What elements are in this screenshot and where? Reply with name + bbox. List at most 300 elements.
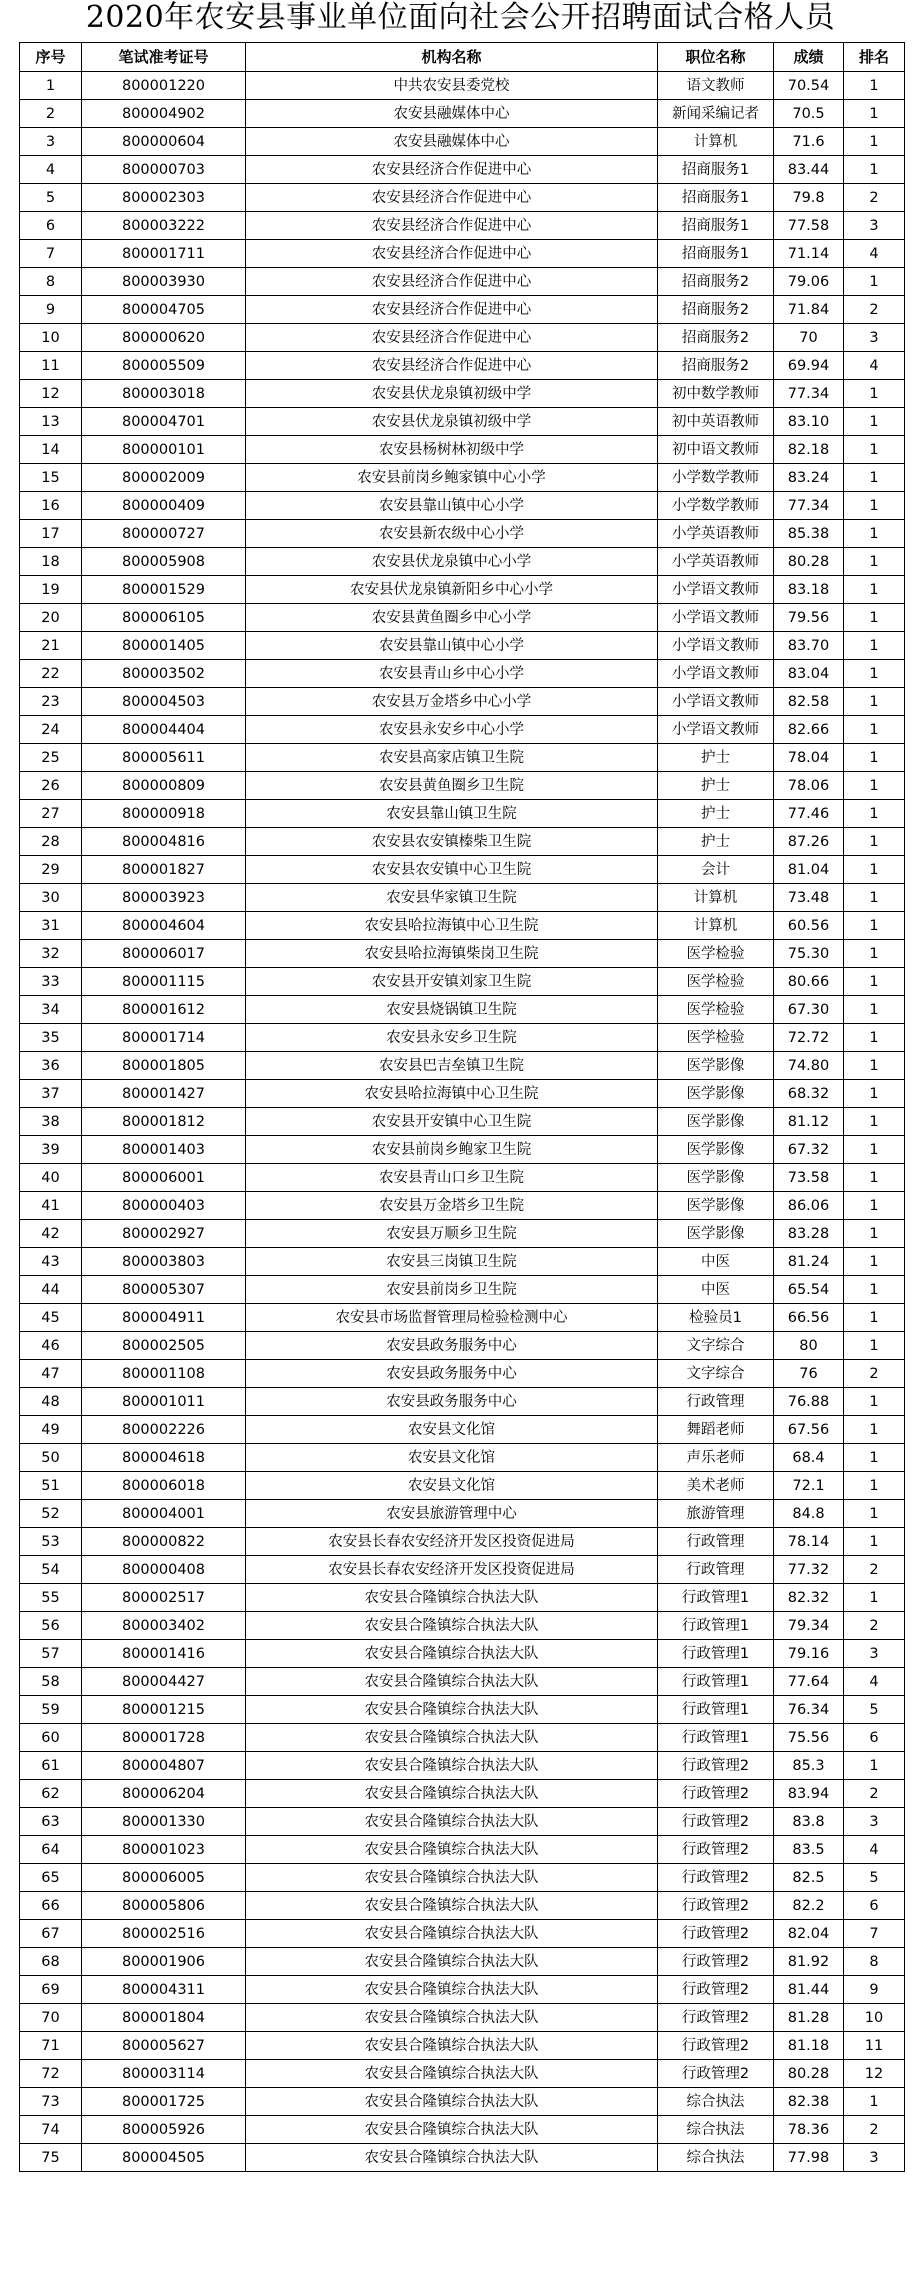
header-rank: 排名 xyxy=(844,43,905,72)
table-row xyxy=(20,2032,905,2060)
rank-cell: 5 xyxy=(844,1696,905,1724)
seq-cell: 16 xyxy=(20,492,82,520)
table-row xyxy=(20,856,905,884)
table-row xyxy=(20,688,905,716)
score-cell: 83.04 xyxy=(774,660,844,688)
score-cell: 83.5 xyxy=(774,1836,844,1864)
org-name-cell: 农安县政务服务中心 xyxy=(246,1332,658,1360)
exam-id-cell: 800004427 xyxy=(82,1668,246,1696)
table-row xyxy=(20,632,905,660)
exam-id-cell: 800001612 xyxy=(82,996,246,1024)
score-cell: 83.70 xyxy=(774,632,844,660)
seq-cell: 31 xyxy=(20,912,82,940)
score-cell: 86.06 xyxy=(774,1192,844,1220)
exam-id-cell: 800005908 xyxy=(82,548,246,576)
rank-cell: 1 xyxy=(844,72,905,100)
position-cell: 会计 xyxy=(658,856,774,884)
exam-id-cell: 800003502 xyxy=(82,660,246,688)
exam-id-cell: 800001714 xyxy=(82,1024,246,1052)
position-cell: 招商服务2 xyxy=(658,352,774,380)
seq-cell: 17 xyxy=(20,520,82,548)
rank-cell: 3 xyxy=(844,2144,905,2172)
table-row xyxy=(20,1080,905,1108)
exam-id-cell: 800001827 xyxy=(82,856,246,884)
org-name-cell: 农安县哈拉海镇柴岗卫生院 xyxy=(246,940,658,968)
seq-cell: 44 xyxy=(20,1276,82,1304)
table-row xyxy=(20,1220,905,1248)
table-row xyxy=(20,1500,905,1528)
seq-cell: 71 xyxy=(20,2032,82,2060)
seq-cell: 75 xyxy=(20,2144,82,2172)
table-row xyxy=(20,380,905,408)
org-name-cell: 农安县万顺乡卫生院 xyxy=(246,1220,658,1248)
table-row xyxy=(20,352,905,380)
org-name-cell: 农安县农安镇中心卫生院 xyxy=(246,856,658,884)
org-name-cell: 农安县伏龙泉镇初级中学 xyxy=(246,408,658,436)
org-name-cell: 农安县万金塔乡卫生院 xyxy=(246,1192,658,1220)
score-cell: 85.38 xyxy=(774,520,844,548)
seq-cell: 72 xyxy=(20,2060,82,2088)
rank-cell: 1 xyxy=(844,940,905,968)
table-row xyxy=(20,1640,905,1668)
table-row xyxy=(20,2060,905,2088)
score-cell: 82.2 xyxy=(774,1892,844,1920)
position-cell: 语文教师 xyxy=(658,72,774,100)
seq-cell: 58 xyxy=(20,1668,82,1696)
org-name-cell: 农安县前岗乡鲍家镇中心小学 xyxy=(246,464,658,492)
seq-cell: 70 xyxy=(20,2004,82,2032)
rank-cell: 2 xyxy=(844,296,905,324)
exam-id-cell: 800004618 xyxy=(82,1444,246,1472)
seq-cell: 35 xyxy=(20,1024,82,1052)
score-cell: 82.5 xyxy=(774,1864,844,1892)
exam-id-cell: 800004311 xyxy=(82,1976,246,2004)
position-cell: 综合执法 xyxy=(658,2088,774,2116)
score-cell: 60.56 xyxy=(774,912,844,940)
table-row xyxy=(20,492,905,520)
table-row xyxy=(20,408,905,436)
org-name-cell: 农安县经济合作促进中心 xyxy=(246,156,658,184)
seq-cell: 38 xyxy=(20,1108,82,1136)
seq-cell: 32 xyxy=(20,940,82,968)
org-name-cell: 农安县文化馆 xyxy=(246,1444,658,1472)
score-cell: 77.34 xyxy=(774,492,844,520)
seq-cell: 34 xyxy=(20,996,82,1024)
seq-cell: 41 xyxy=(20,1192,82,1220)
seq-cell: 33 xyxy=(20,968,82,996)
score-cell: 83.24 xyxy=(774,464,844,492)
table-row xyxy=(20,464,905,492)
position-cell: 行政管理1 xyxy=(658,1668,774,1696)
org-name-cell: 农安县合隆镇综合执法大队 xyxy=(246,1780,658,1808)
score-cell: 78.04 xyxy=(774,744,844,772)
seq-cell: 42 xyxy=(20,1220,82,1248)
score-cell: 79.06 xyxy=(774,268,844,296)
score-cell: 82.32 xyxy=(774,1584,844,1612)
table-row xyxy=(20,968,905,996)
position-cell: 小学数学教师 xyxy=(658,492,774,520)
table-row xyxy=(20,100,905,128)
table-row xyxy=(20,1052,905,1080)
score-cell: 74.80 xyxy=(774,1052,844,1080)
position-cell: 医学检验 xyxy=(658,968,774,996)
exam-id-cell: 800001023 xyxy=(82,1836,246,1864)
seq-cell: 24 xyxy=(20,716,82,744)
exam-id-cell: 800000403 xyxy=(82,1192,246,1220)
rank-cell: 1 xyxy=(844,380,905,408)
table-row xyxy=(20,436,905,464)
rank-cell: 10 xyxy=(844,2004,905,2032)
org-name-cell: 农安县合隆镇综合执法大队 xyxy=(246,1752,658,1780)
rank-cell: 5 xyxy=(844,1864,905,1892)
position-cell: 行政管理1 xyxy=(658,1612,774,1640)
exam-id-cell: 800004001 xyxy=(82,1500,246,1528)
org-name-cell: 农安县合隆镇综合执法大队 xyxy=(246,1724,658,1752)
seq-cell: 53 xyxy=(20,1528,82,1556)
org-name-cell: 农安县合隆镇综合执法大队 xyxy=(246,2004,658,2032)
seq-cell: 69 xyxy=(20,1976,82,2004)
exam-id-cell: 800000101 xyxy=(82,436,246,464)
exam-id-cell: 800000822 xyxy=(82,1528,246,1556)
seq-cell: 1 xyxy=(20,72,82,100)
exam-id-cell: 800001403 xyxy=(82,1136,246,1164)
rank-cell: 1 xyxy=(844,912,905,940)
seq-cell: 22 xyxy=(20,660,82,688)
table-row xyxy=(20,2004,905,2032)
score-cell: 77.46 xyxy=(774,800,844,828)
score-cell: 83.10 xyxy=(774,408,844,436)
rank-cell: 1 xyxy=(844,800,905,828)
score-cell: 80.28 xyxy=(774,548,844,576)
position-cell: 小学英语教师 xyxy=(658,548,774,576)
table-row xyxy=(20,912,905,940)
exam-id-cell: 800001115 xyxy=(82,968,246,996)
seq-cell: 12 xyxy=(20,380,82,408)
position-cell: 招商服务1 xyxy=(658,212,774,240)
score-cell: 77.98 xyxy=(774,2144,844,2172)
rank-cell: 1 xyxy=(844,2088,905,2116)
table-row xyxy=(20,212,905,240)
exam-id-cell: 800000408 xyxy=(82,1556,246,1584)
score-cell: 71.6 xyxy=(774,128,844,156)
position-cell: 医学影像 xyxy=(658,1108,774,1136)
table-row xyxy=(20,1612,905,1640)
table-row xyxy=(20,1724,905,1752)
seq-cell: 14 xyxy=(20,436,82,464)
exam-id-cell: 800002009 xyxy=(82,464,246,492)
table-row xyxy=(20,1388,905,1416)
table-row xyxy=(20,156,905,184)
header-exam-id: 笔试准考证号 xyxy=(82,43,246,72)
exam-id-cell: 800001011 xyxy=(82,1388,246,1416)
position-cell: 小学语文教师 xyxy=(658,660,774,688)
org-name-cell: 农安县三岗镇卫生院 xyxy=(246,1248,658,1276)
org-name-cell: 农安县靠山镇卫生院 xyxy=(246,800,658,828)
position-cell: 声乐老师 xyxy=(658,1444,774,1472)
position-cell: 综合执法 xyxy=(658,2116,774,2144)
org-name-cell: 农安县靠山镇中心小学 xyxy=(246,632,658,660)
org-name-cell: 农安县永安乡卫生院 xyxy=(246,1024,658,1052)
exam-id-cell: 800006105 xyxy=(82,604,246,632)
seq-cell: 27 xyxy=(20,800,82,828)
org-name-cell: 农安县开安镇刘家卫生院 xyxy=(246,968,658,996)
position-cell: 护士 xyxy=(658,744,774,772)
position-cell: 行政管理2 xyxy=(658,1892,774,1920)
position-cell: 检验员1 xyxy=(658,1304,774,1332)
table-row xyxy=(20,1920,905,1948)
seq-cell: 47 xyxy=(20,1360,82,1388)
seq-cell: 65 xyxy=(20,1864,82,1892)
rank-cell: 1 xyxy=(844,268,905,296)
seq-cell: 6 xyxy=(20,212,82,240)
position-cell: 计算机 xyxy=(658,912,774,940)
table-row xyxy=(20,1136,905,1164)
table-row xyxy=(20,800,905,828)
rank-cell: 1 xyxy=(844,1108,905,1136)
rank-cell: 3 xyxy=(844,1808,905,1836)
seq-cell: 49 xyxy=(20,1416,82,1444)
score-cell: 68.32 xyxy=(774,1080,844,1108)
table-row xyxy=(20,240,905,268)
score-cell: 75.56 xyxy=(774,1724,844,1752)
org-name-cell: 农安县伏龙泉镇新阳乡中心小学 xyxy=(246,576,658,604)
position-cell: 医学影像 xyxy=(658,1052,774,1080)
seq-cell: 11 xyxy=(20,352,82,380)
org-name-cell: 农安县黄鱼圈乡卫生院 xyxy=(246,772,658,800)
score-cell: 82.18 xyxy=(774,436,844,464)
table-row xyxy=(20,1472,905,1500)
position-cell: 美术老师 xyxy=(658,1472,774,1500)
seq-cell: 13 xyxy=(20,408,82,436)
org-name-cell: 农安县合隆镇综合执法大队 xyxy=(246,2088,658,2116)
rank-cell: 1 xyxy=(844,1164,905,1192)
score-cell: 70.5 xyxy=(774,100,844,128)
exam-id-cell: 800005509 xyxy=(82,352,246,380)
score-cell: 71.14 xyxy=(774,240,844,268)
seq-cell: 46 xyxy=(20,1332,82,1360)
seq-cell: 28 xyxy=(20,828,82,856)
seq-cell: 61 xyxy=(20,1752,82,1780)
position-cell: 行政管理2 xyxy=(658,2004,774,2032)
table-row xyxy=(20,576,905,604)
position-cell: 行政管理2 xyxy=(658,1752,774,1780)
seq-cell: 3 xyxy=(20,128,82,156)
score-cell: 72.72 xyxy=(774,1024,844,1052)
score-cell: 77.32 xyxy=(774,1556,844,1584)
score-cell: 78.06 xyxy=(774,772,844,800)
seq-cell: 23 xyxy=(20,688,82,716)
rank-cell: 4 xyxy=(844,1836,905,1864)
table-row xyxy=(20,1360,905,1388)
table-row xyxy=(20,1248,905,1276)
seq-cell: 50 xyxy=(20,1444,82,1472)
rank-cell: 1 xyxy=(844,996,905,1024)
org-name-cell: 农安县合隆镇综合执法大队 xyxy=(246,1864,658,1892)
org-name-cell: 农安县合隆镇综合执法大队 xyxy=(246,1920,658,1948)
score-cell: 80.66 xyxy=(774,968,844,996)
exam-id-cell: 800000809 xyxy=(82,772,246,800)
position-cell: 行政管理1 xyxy=(658,1724,774,1752)
exam-id-cell: 800002517 xyxy=(82,1584,246,1612)
rank-cell: 1 xyxy=(844,548,905,576)
rank-cell: 1 xyxy=(844,716,905,744)
rank-cell: 1 xyxy=(844,1136,905,1164)
exam-id-cell: 800006005 xyxy=(82,1864,246,1892)
exam-id-cell: 800004503 xyxy=(82,688,246,716)
table-row xyxy=(20,72,905,100)
table-row xyxy=(20,2088,905,2116)
org-name-cell: 农安县经济合作促进中心 xyxy=(246,352,658,380)
position-cell: 招商服务2 xyxy=(658,296,774,324)
table-row xyxy=(20,1416,905,1444)
org-name-cell: 农安县合隆镇综合执法大队 xyxy=(246,1584,658,1612)
position-cell: 计算机 xyxy=(658,128,774,156)
rank-cell: 1 xyxy=(844,1500,905,1528)
table-row xyxy=(20,1892,905,1920)
exam-id-cell: 800005307 xyxy=(82,1276,246,1304)
score-cell: 79.16 xyxy=(774,1640,844,1668)
seq-cell: 68 xyxy=(20,1948,82,1976)
exam-id-cell: 800004807 xyxy=(82,1752,246,1780)
org-name-cell: 农安县融媒体中心 xyxy=(246,100,658,128)
position-cell: 文字综合 xyxy=(658,1332,774,1360)
rank-cell: 6 xyxy=(844,1892,905,1920)
seq-cell: 73 xyxy=(20,2088,82,2116)
exam-id-cell: 800004705 xyxy=(82,296,246,324)
score-cell: 83.44 xyxy=(774,156,844,184)
seq-cell: 20 xyxy=(20,604,82,632)
position-cell: 小学语文教师 xyxy=(658,576,774,604)
seq-cell: 55 xyxy=(20,1584,82,1612)
table-row xyxy=(20,1304,905,1332)
table-row xyxy=(20,268,905,296)
seq-cell: 7 xyxy=(20,240,82,268)
position-cell: 小学数学教师 xyxy=(658,464,774,492)
header-row xyxy=(20,43,905,72)
position-cell: 医学检验 xyxy=(658,996,774,1024)
position-cell: 小学语文教师 xyxy=(658,716,774,744)
exam-id-cell: 800001804 xyxy=(82,2004,246,2032)
position-cell: 招商服务2 xyxy=(658,268,774,296)
score-cell: 78.14 xyxy=(774,1528,844,1556)
rank-cell: 1 xyxy=(844,1752,905,1780)
org-name-cell: 农安县巴吉垒镇卫生院 xyxy=(246,1052,658,1080)
seq-cell: 48 xyxy=(20,1388,82,1416)
rank-cell: 1 xyxy=(844,492,905,520)
score-cell: 81.92 xyxy=(774,1948,844,1976)
exam-id-cell: 800003803 xyxy=(82,1248,246,1276)
org-name-cell: 农安县开安镇中心卫生院 xyxy=(246,1108,658,1136)
rank-cell: 1 xyxy=(844,968,905,996)
score-cell: 73.58 xyxy=(774,1164,844,1192)
rank-cell: 7 xyxy=(844,1920,905,1948)
seq-cell: 59 xyxy=(20,1696,82,1724)
rank-cell: 2 xyxy=(844,1612,905,1640)
score-cell: 81.44 xyxy=(774,1976,844,2004)
page-title: 2020年农安县事业单位面向社会公开招聘面试合格人员 xyxy=(85,0,836,35)
org-name-cell: 农安县合隆镇综合执法大队 xyxy=(246,1948,658,1976)
exam-id-cell: 800001405 xyxy=(82,632,246,660)
rank-cell: 1 xyxy=(844,156,905,184)
position-cell: 护士 xyxy=(658,828,774,856)
rank-cell: 1 xyxy=(844,1248,905,1276)
exam-id-cell: 800003222 xyxy=(82,212,246,240)
rank-cell: 1 xyxy=(844,464,905,492)
exam-id-cell: 800001427 xyxy=(82,1080,246,1108)
exam-id-cell: 800001108 xyxy=(82,1360,246,1388)
position-cell: 旅游管理 xyxy=(658,1500,774,1528)
seq-cell: 2 xyxy=(20,100,82,128)
seq-cell: 4 xyxy=(20,156,82,184)
org-name-cell: 农安县伏龙泉镇中心小学 xyxy=(246,548,658,576)
position-cell: 医学影像 xyxy=(658,1136,774,1164)
org-name-cell: 农安县融媒体中心 xyxy=(246,128,658,156)
score-cell: 81.28 xyxy=(774,2004,844,2032)
exam-id-cell: 800004505 xyxy=(82,2144,246,2172)
position-cell: 医学影像 xyxy=(658,1164,774,1192)
score-cell: 73.48 xyxy=(774,884,844,912)
rank-cell: 1 xyxy=(844,632,905,660)
org-name-cell: 农安县合隆镇综合执法大队 xyxy=(246,1892,658,1920)
table-row xyxy=(20,828,905,856)
table-row xyxy=(20,772,905,800)
position-cell: 招商服务1 xyxy=(658,184,774,212)
rank-cell: 12 xyxy=(844,2060,905,2088)
position-cell: 行政管理 xyxy=(658,1388,774,1416)
position-cell: 行政管理1 xyxy=(658,1640,774,1668)
rank-cell: 1 xyxy=(844,1220,905,1248)
rank-cell: 1 xyxy=(844,1304,905,1332)
position-cell: 护士 xyxy=(658,800,774,828)
org-name-cell: 农安县青山乡中心小学 xyxy=(246,660,658,688)
position-cell: 中医 xyxy=(658,1248,774,1276)
exam-id-cell: 800001711 xyxy=(82,240,246,268)
table-row xyxy=(20,2144,905,2172)
score-cell: 68.4 xyxy=(774,1444,844,1472)
position-cell: 医学检验 xyxy=(658,1024,774,1052)
position-cell: 初中英语教师 xyxy=(658,408,774,436)
score-cell: 70 xyxy=(774,324,844,352)
seq-cell: 39 xyxy=(20,1136,82,1164)
org-name-cell: 农安县万金塔乡中心小学 xyxy=(246,688,658,716)
rank-cell: 1 xyxy=(844,576,905,604)
exam-id-cell: 800003018 xyxy=(82,380,246,408)
seq-cell: 19 xyxy=(20,576,82,604)
score-cell: 81.24 xyxy=(774,1248,844,1276)
rank-cell: 1 xyxy=(844,100,905,128)
table-row xyxy=(20,1836,905,1864)
score-cell: 79.8 xyxy=(774,184,844,212)
table-row xyxy=(20,1808,905,1836)
position-cell: 招商服务1 xyxy=(658,240,774,268)
position-cell: 初中语文教师 xyxy=(658,436,774,464)
table-row xyxy=(20,296,905,324)
position-cell: 计算机 xyxy=(658,884,774,912)
exam-id-cell: 800000620 xyxy=(82,324,246,352)
seq-cell: 45 xyxy=(20,1304,82,1332)
exam-id-cell: 800002505 xyxy=(82,1332,246,1360)
table-row xyxy=(20,1752,905,1780)
rank-cell: 3 xyxy=(844,212,905,240)
seq-cell: 29 xyxy=(20,856,82,884)
seq-cell: 26 xyxy=(20,772,82,800)
exam-id-cell: 800003930 xyxy=(82,268,246,296)
exam-id-cell: 800001416 xyxy=(82,1640,246,1668)
rank-cell: 1 xyxy=(844,1444,905,1472)
table-row xyxy=(20,604,905,632)
score-cell: 87.26 xyxy=(774,828,844,856)
score-cell: 81.18 xyxy=(774,2032,844,2060)
